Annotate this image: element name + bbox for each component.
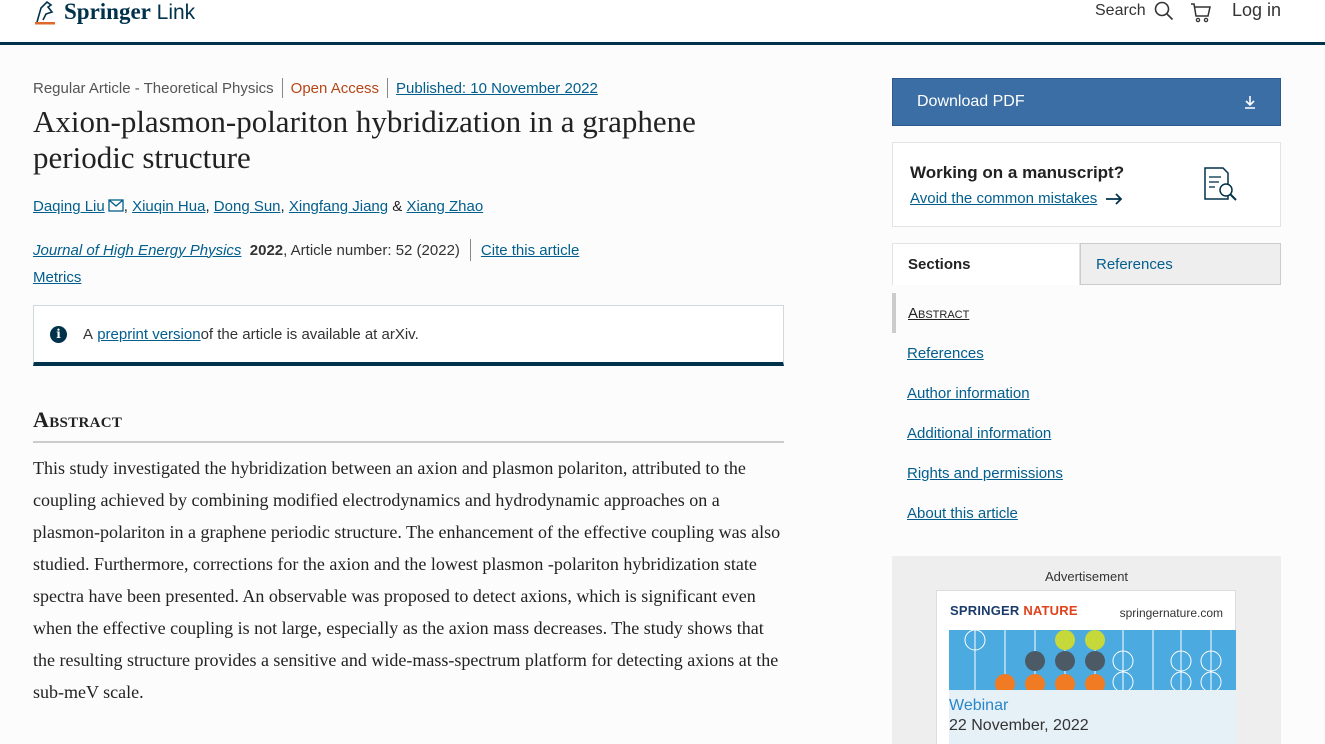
- author-link[interactable]: Xingfang Jiang: [288, 198, 389, 215]
- ad-webinar-date: 22 November, 2022: [949, 717, 1089, 734]
- section-item-references[interactable]: [892, 333, 1281, 373]
- abstract-text: This study investigated the hybridization between an axion and plasmon polariton, attributed to the coupling achieved by combining modified electrodynamics and hydrodynamic approaches on a plasmon-polariton in a graphene periodic structure. The enhancement of the effective coupling was also studied. Furthermore, corrections for the axion and the lowest plasmon -polariton hybridization state spectra have been presented. An observable was proposed to detect axions, which is significant even when the effective coupling is not large, especially as the axion mass decreases. The study shows that the resulting structure provides a sensitive and wide-mass-spectrum platform for detecting axions at the sub-meV scale.: [33, 458, 781, 702]
- cart-button[interactable]: [1190, 0, 1212, 29]
- ad-graphic: [949, 630, 1236, 690]
- section-link[interactable]: References: [907, 344, 984, 362]
- volume-year: 2022: [249, 241, 284, 259]
- ad-banner[interactable]: [936, 590, 1236, 744]
- section-item-rights-and-permissions[interactable]: [892, 453, 1281, 493]
- ad-url: springernature.com: [1119, 606, 1223, 620]
- brand-name: Springer Link: [64, 0, 196, 24]
- section-link[interactable]: Additional information: [907, 424, 1052, 442]
- author-separator: &: [388, 198, 407, 215]
- metrics-link[interactable]: Metrics: [33, 269, 82, 286]
- citation-line: [33, 239, 579, 261]
- author-separator: ,: [123, 198, 133, 215]
- author-link[interactable]: Xiang Zhao: [406, 198, 484, 215]
- section-link[interactable]: Author information: [907, 384, 1030, 402]
- author-separator: ,: [205, 198, 214, 215]
- notice-suffix: of the article is available at arXiv.: [200, 325, 419, 343]
- tab-references[interactable]: References: [1080, 243, 1281, 285]
- section-item-author-information[interactable]: [892, 373, 1281, 413]
- search-icon: [1154, 1, 1174, 21]
- mail-icon[interactable]: [108, 199, 124, 212]
- springer-horse-icon: [33, 0, 58, 26]
- author-link[interactable]: Dong Sun: [213, 198, 281, 215]
- avoid-mistakes-label: Avoid the common mistakes: [910, 190, 1098, 207]
- search-label: Search: [1095, 2, 1146, 19]
- article-number: , Article number: 52 (2022): [283, 241, 460, 259]
- info-icon: i: [50, 326, 67, 343]
- avoid-mistakes-link[interactable]: [910, 190, 1123, 207]
- section-navigation: [892, 293, 1281, 533]
- author-separator: ,: [280, 198, 289, 215]
- preprint-link[interactable]: preprint version: [97, 325, 201, 343]
- search-button[interactable]: [1095, 1, 1174, 21]
- cart-icon: [1190, 0, 1212, 24]
- dots-pattern-image: [949, 630, 1236, 690]
- author-list: [33, 198, 483, 215]
- document-search-icon: [1201, 165, 1241, 205]
- advertisement-box: [892, 556, 1281, 744]
- springer-nature-logo: [950, 603, 1078, 618]
- site-header: [0, 0, 1325, 45]
- abstract-heading: Abstract: [33, 407, 784, 443]
- ad-brand-a: SPRINGER: [950, 603, 1024, 618]
- arrow-right-icon: [1105, 193, 1123, 205]
- open-access-badge: Open Access: [290, 79, 380, 97]
- section-item-about-this-article[interactable]: [892, 493, 1281, 533]
- ad-brand-b: NATURE: [1023, 603, 1078, 618]
- journal-link[interactable]: Journal of High Energy Physics: [33, 241, 242, 259]
- article-type: Regular Article - Theoretical Physics: [33, 79, 274, 97]
- sidebar-tabs: [892, 243, 1281, 285]
- preprint-notice: [33, 305, 784, 366]
- ad-webinar-title: Webinar: [949, 697, 1009, 714]
- author-link[interactable]: Daqing Liu: [33, 198, 105, 215]
- download-pdf-button[interactable]: [892, 78, 1281, 126]
- article-title: Axion-plasmon-polariton hybridization in a graphene periodic structure: [33, 104, 696, 175]
- springer-link-logo[interactable]: [33, 0, 195, 26]
- manuscript-promo: [892, 142, 1281, 227]
- download-icon: [1244, 95, 1256, 109]
- divider: [387, 78, 388, 98]
- section-link[interactable]: About this article: [907, 504, 1018, 522]
- cite-article-link[interactable]: Cite this article: [480, 241, 580, 259]
- login-link[interactable]: Log in: [1232, 0, 1282, 20]
- author-link[interactable]: Xiuqin Hua: [132, 198, 206, 215]
- tab-sections[interactable]: Sections: [892, 243, 1080, 285]
- section-link[interactable]: Rights and permissions: [907, 464, 1063, 482]
- divider: [282, 78, 283, 98]
- notice-prefix: A: [83, 325, 94, 343]
- article-meta: [33, 78, 598, 98]
- section-item-additional-information[interactable]: [892, 413, 1281, 453]
- download-pdf-label: Download PDF: [917, 93, 1025, 110]
- section-link[interactable]: Abstract: [908, 304, 970, 322]
- advertisement-label: Advertisement: [1044, 569, 1129, 584]
- published-date-link[interactable]: Published: 10 November 2022: [396, 79, 598, 97]
- section-item-abstract[interactable]: [892, 293, 1281, 333]
- divider: [470, 239, 471, 261]
- manuscript-title: Working on a manuscript?: [910, 163, 1125, 182]
